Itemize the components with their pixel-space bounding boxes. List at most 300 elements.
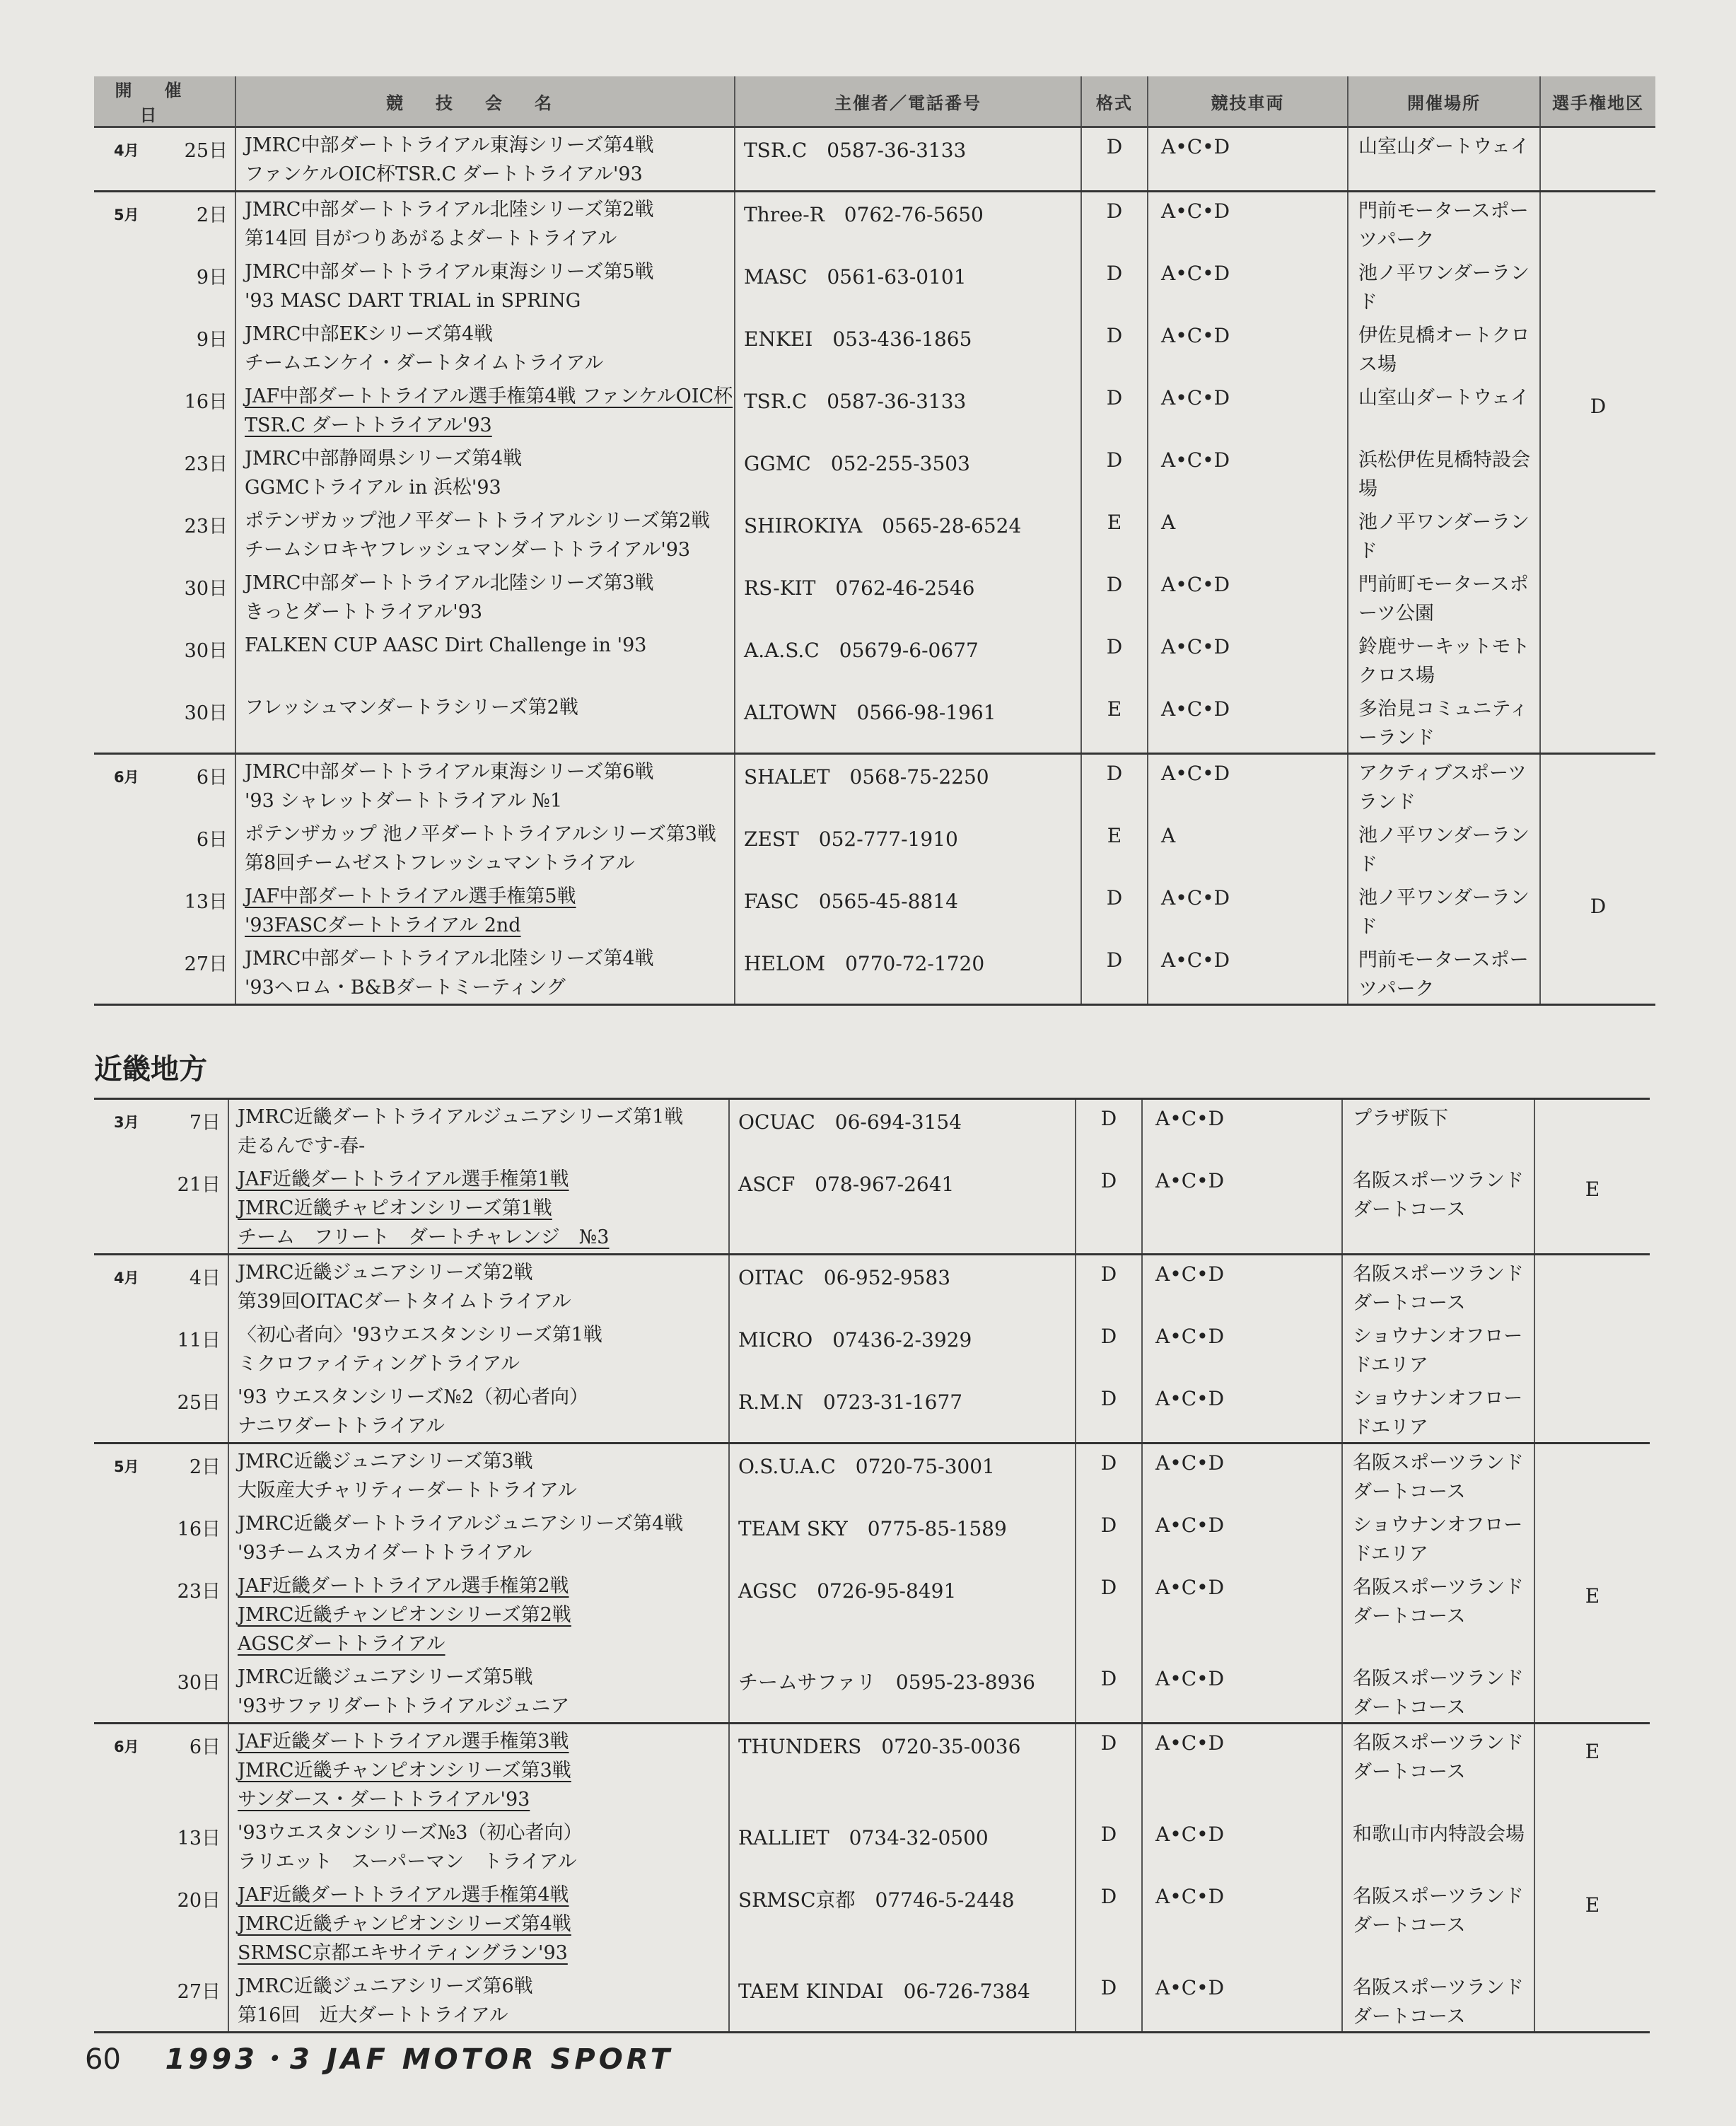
event-name-line: '93チームスカイダートトライアル [238,1542,532,1564]
section-title-kinki: 近畿地方 [94,1053,207,1086]
date-cell [94,1506,228,1569]
event-name-line: きっとダートトライアル'93 [245,601,483,623]
vehicle-cell: A•C•D [1148,941,1348,1005]
event-name-line: '93 MASC DART TRIAL in SPRING [245,290,581,312]
organizer-cell: Three-R 0762-76-5650 [735,192,1081,255]
venue-cell: 鈴鹿サーキットモトクロス場 [1348,628,1540,690]
venue-cell: 浜松伊佐見橋特設会場 [1348,441,1540,504]
organizer-cell: O.S.U.A.C 0720-75-3001 [729,1444,1076,1507]
venue-cell: 池ノ平ワンダーランド [1348,879,1540,941]
event-name-line: ポテンザカップ 池ノ平ダートトライアルシリーズ第3戦 [245,823,716,845]
event-name-cell [235,504,735,566]
format-cell: E [1081,817,1148,879]
date-cell [94,1569,228,1660]
header-date: 開催日 [94,76,235,127]
region-cell [1534,1380,1650,1444]
event-name-line: SRMSC京都エキサイティングラン'93 [238,1942,568,1964]
event-name-cell [235,317,735,379]
day-label: 27日 [177,1981,221,2003]
event-name-line: JMRC中部ダートトライアル東海シリーズ第4戦 [245,134,654,156]
venue-cell: ショウナンオフロードエリア [1342,1318,1534,1380]
event-name-line: JMRC近畿ジュニアシリーズ第5戦 [238,1666,533,1688]
format-cell: D [1076,1162,1142,1255]
region-cell [1540,941,1655,1005]
event-name-cell [228,1099,729,1163]
month-label: 6月 [114,769,139,786]
organizer-cell: OCUAC 06-694-3154 [729,1099,1076,1163]
event-name-line: JMRC近畿ダートトライアルジュニアシリーズ第4戦 [238,1513,684,1535]
table-row [94,1318,1650,1380]
event-name-line: ラリエット スーパーマン トライアル [238,1851,577,1873]
event-name-cell [235,255,735,317]
vehicle-cell: A•C•D [1148,192,1348,255]
day-label: 30日 [184,578,228,600]
table-row [94,1569,1650,1660]
region-cell [1534,1099,1650,1163]
header-venue: 開催場所 [1348,76,1540,127]
event-name-cell [228,1162,729,1255]
date-cell [94,504,235,566]
organizer-cell: ENKEI 053-436-1865 [735,317,1081,379]
format-cell: D [1076,1816,1142,1878]
table-row [94,1380,1650,1444]
event-name-cell [228,1380,729,1444]
event-name-cell [235,754,735,818]
day-label: 11日 [177,1330,221,1352]
day-label: 30日 [177,1672,221,1694]
event-name-line: '93ヘロム・B&Bダートミーティング [245,977,566,999]
event-name-cell [228,1318,729,1380]
format-cell: D [1081,192,1148,255]
event-name-line: チームエンケイ・ダートタイムトライアル [245,352,604,374]
event-name-cell [235,817,735,879]
event-name-line: ミクロファイティングトライアル [238,1353,520,1375]
table-row [94,1099,1650,1163]
date-cell [94,1162,228,1255]
day-label: 23日 [184,516,228,538]
venue-cell: 名阪スポーツランドダートコース [1342,1878,1534,1969]
table-row [94,817,1655,879]
date-cell [94,1255,228,1318]
event-name-line: JMRC中部ダートトライアル東海シリーズ第6戦 [245,761,654,783]
day-label: 25日 [184,140,228,162]
region-cell: D [1590,395,1607,418]
event-name-line: チーム フリート ダートチャレンジ №3 [238,1226,610,1248]
venue-cell: 池ノ平ワンダーランド [1348,817,1540,879]
organizer-cell: THUNDERS 0720-35-0036 [729,1724,1076,1816]
vehicle-cell: A•C•D [1142,1444,1342,1507]
format-cell: D [1076,1444,1142,1507]
vehicle-cell: A [1148,504,1348,566]
region-cell [1540,628,1655,690]
venue-cell: アクティブスポーツランド [1348,754,1540,818]
format-cell: D [1076,1569,1142,1660]
month-label: 5月 [114,207,139,223]
event-name-cell [235,379,735,441]
organizer-cell: HELOM 0770-72-1720 [735,941,1081,1005]
date-cell [94,1878,228,1969]
event-name-line: JAF中部ダートトライアル選手権第4戦 ファンケルOIC杯 [245,385,733,407]
day-label: 7日 [189,1112,221,1134]
vehicle-cell: A•C•D [1148,566,1348,628]
event-name-cell [228,1724,729,1816]
table-row [94,192,1655,255]
event-name-line: TSR.C ダートトライアル'93 [245,414,492,436]
region-cell [1534,1816,1650,1878]
venue-cell: 名阪スポーツランドダートコース [1342,1444,1534,1507]
region-cell [1540,441,1655,504]
region-cell [1534,1444,1650,1507]
event-name-cell [235,441,735,504]
table-row [94,690,1655,754]
vehicle-cell: A•C•D [1142,1255,1342,1318]
day-label: 16日 [184,391,228,413]
event-name-cell [228,1816,729,1878]
date-cell [94,566,235,628]
venue-cell: 名阪スポーツランドダートコース [1342,1255,1534,1318]
format-cell: D [1081,441,1148,504]
table-row [94,628,1655,690]
organizer-cell: チームサファリ 0595-23-8936 [729,1660,1076,1724]
event-name-line: 第8回チームゼストフレッシュマントライアル [245,852,635,874]
region-cell [1540,817,1655,879]
month-label: 6月 [114,1738,139,1755]
day-label: 20日 [177,1890,221,1912]
date-cell [94,1099,228,1163]
table-row [94,941,1655,1005]
vehicle-cell: A•C•D [1148,127,1348,192]
region-cell [1534,1506,1650,1569]
month-label: 4月 [114,142,139,159]
event-name-line: ファンケルOIC杯TSR.C ダートトライアル'93 [245,163,643,185]
format-cell: D [1081,127,1148,192]
vehicle-cell: A•C•D [1148,754,1348,818]
table-row [94,1444,1650,1507]
event-name-line: JMRC中部ダートトライアル北陸シリーズ第3戦 [245,572,654,594]
date-cell [94,1724,228,1816]
event-name-cell [235,879,735,941]
table-row [94,379,1655,441]
month-label: 5月 [114,1458,139,1475]
organizer-cell: GGMC 052-255-3503 [735,441,1081,504]
vehicle-cell: A•C•D [1148,879,1348,941]
region-cell [1534,1255,1650,1318]
date-cell [94,317,235,379]
event-name-cell [228,1969,729,2033]
region-cell [1540,566,1655,628]
day-label: 9日 [196,329,228,351]
event-name-line: JAF近畿ダートトライアル選手権第4戦 [238,1884,569,1906]
vehicle-cell: A•C•D [1142,1569,1342,1660]
event-name-line: '93ウエスタンシリーズ№3（初心者向） [238,1822,583,1844]
date-cell [94,941,235,1005]
table-row [94,317,1655,379]
format-cell: D [1081,317,1148,379]
vehicle-cell: A•C•D [1142,1162,1342,1255]
format-cell: D [1076,1724,1142,1816]
event-name-line: JMRC中部EKシリーズ第4戦 [245,323,494,345]
region-cell [1540,754,1655,818]
format-cell: D [1076,1969,1142,2033]
event-name-cell [228,1255,729,1318]
date-cell [94,1816,228,1878]
day-label: 9日 [196,267,228,289]
venue-cell: 池ノ平ワンダーランド [1348,255,1540,317]
date-cell [94,255,235,317]
organizer-cell: SHIROKIYA 0565-28-6524 [735,504,1081,566]
vehicle-cell: A•C•D [1148,441,1348,504]
event-name-cell [235,127,735,192]
venue-cell: 山室山ダートウェイ [1348,127,1540,192]
kinki-schedule-table [94,1098,1650,2033]
event-name-line: 第39回OITACダートタイムトライアル [238,1291,571,1313]
vehicle-cell: A•C•D [1148,379,1348,441]
venue-cell: 名阪スポーツランドダートコース [1342,1569,1534,1660]
event-name-cell [228,1444,729,1507]
format-cell: D [1081,754,1148,818]
event-name-line: JMRC中部静岡県シリーズ第4戦 [245,448,523,470]
region-cell [1534,1969,1650,2033]
region-cell [1540,317,1655,379]
event-name-line: '93 シャレットダートトライアル №1 [245,790,563,812]
event-name-line: JAF近畿ダートトライアル選手権第1戦 [238,1168,569,1190]
venue-cell: ショウナンオフロードエリア [1342,1380,1534,1444]
event-name-line: 第16回 近大ダートトライアル [238,2004,508,2026]
day-label: 23日 [177,1581,221,1603]
event-name-line: JMRC中部ダートトライアル東海シリーズ第5戦 [245,261,654,283]
date-cell [94,817,235,879]
event-name-line: JMRC近畿ジュニアシリーズ第3戦 [238,1451,533,1472]
chubu-schedule-table [94,76,1655,1006]
event-name-line: JMRC近畿ジュニアシリーズ第2戦 [238,1262,533,1284]
event-name-line: JMRC近畿チャピオンシリーズ第1戦 [238,1197,552,1219]
event-name-line: チームシロキヤフレッシュマンダートトライアル'93 [245,539,691,561]
venue-cell: 伊佐見橋オートクロス場 [1348,317,1540,379]
month-label: 3月 [114,1114,139,1131]
event-name-line: FALKEN CUP AASC Dirt Challenge in '93 [245,634,647,656]
date-cell [94,1380,228,1444]
event-name-cell [235,566,735,628]
format-cell: D [1076,1099,1142,1163]
day-label: 2日 [196,204,228,226]
vehicle-cell: A•C•D [1142,1318,1342,1380]
event-name-line: JMRC近畿ダートトライアルジュニアシリーズ第1戦 [238,1106,684,1128]
event-name-line: フレッシュマンダートラシリーズ第2戦 [245,697,578,719]
organizer-cell: TSR.C 0587-36-3133 [735,379,1081,441]
day-label: 25日 [177,1392,221,1414]
format-cell: D [1076,1506,1142,1569]
venue-cell: 門前モータースポーツパーク [1348,192,1540,255]
event-name-line: JAF近畿ダートトライアル選手権第2戦 [238,1575,569,1597]
event-name-line: JMRC近畿チャンピオンシリーズ第2戦 [238,1604,571,1626]
date-cell [94,441,235,504]
region-cell [1540,690,1655,754]
format-cell: D [1076,1255,1142,1318]
region-cell: E [1585,1178,1600,1201]
event-name-line: JMRC近畿ジュニアシリーズ第6戦 [238,1975,533,1997]
day-label: 16日 [177,1518,221,1540]
vehicle-cell: A•C•D [1142,1878,1342,1969]
format-cell: D [1081,379,1148,441]
day-label: 2日 [189,1456,221,1478]
organizer-cell: SRMSC京都 07746-5-2448 [729,1878,1076,1969]
event-name-cell [235,941,735,1005]
day-label: 30日 [184,640,228,662]
table-row [94,255,1655,317]
date-cell [94,1318,228,1380]
organizer-cell: AGSC 0726-95-8491 [729,1569,1076,1660]
organizer-cell: R.M.N 0723-31-1677 [729,1380,1076,1444]
region-cell [1534,1660,1650,1724]
region-cell: E [1585,1584,1600,1608]
format-cell: D [1081,879,1148,941]
venue-cell: 和歌山市内特設会場 [1342,1816,1534,1878]
table-row [94,1969,1650,2033]
event-name-line: 大阪産大チャリティーダートトライアル [238,1480,577,1501]
format-cell: D [1076,1878,1142,1969]
organizer-cell: FASC 0565-45-8814 [735,879,1081,941]
day-label: 13日 [184,891,228,913]
event-name-cell [235,628,735,690]
format-cell: D [1081,566,1148,628]
day-label: 21日 [177,1174,221,1196]
organizer-cell: MICRO 07436-2-3929 [729,1318,1076,1380]
event-name-cell [228,1878,729,1969]
venue-cell: 多治見コミュニティーランド [1348,690,1540,754]
table-row [94,1660,1650,1724]
organizer-cell: TEAM SKY 0775-85-1589 [729,1506,1076,1569]
event-name-line: '93サファリダートトライアルジュニア [238,1695,570,1717]
organizer-cell: A.A.S.C 05679-6-0677 [735,628,1081,690]
date-cell [94,192,235,255]
day-label: 6日 [196,767,228,789]
format-cell: D [1076,1380,1142,1444]
day-label: 13日 [177,1828,221,1849]
header-event-name: 競技会名 [235,76,735,127]
event-name-line: 走るんです-春- [238,1135,366,1157]
region-cell: D [1590,895,1607,918]
organizer-cell: ZEST 052-777-1910 [735,817,1081,879]
event-name-line: 第14回 目がつりあがるよダートトライアル [245,228,617,250]
header-vehicle: 競技車両 [1148,76,1348,127]
event-name-line: ポテンザカップ池ノ平ダートトライアルシリーズ第2戦 [245,510,711,532]
region-cell [1540,255,1655,317]
day-label: 23日 [184,453,228,475]
organizer-cell: OITAC 06-952-9583 [729,1255,1076,1318]
table-row [94,1506,1650,1569]
vehicle-cell: A•C•D [1142,1816,1342,1878]
day-label: 4日 [189,1267,221,1289]
vehicle-cell: A•C•D [1142,1506,1342,1569]
venue-cell: 名阪スポーツランドダートコース [1342,1724,1534,1816]
month-label: 4月 [114,1270,139,1286]
magazine-title: 1993・3 JAF MOTOR SPORT [165,2043,674,2076]
date-cell [94,127,235,192]
vehicle-cell: A•C•D [1142,1380,1342,1444]
organizer-cell: TAEM KINDAI 06-726-7384 [729,1969,1076,2033]
event-name-line: JMRC中部ダートトライアル北陸シリーズ第2戦 [245,199,654,221]
format-cell: D [1081,628,1148,690]
event-name-line: JMRC中部ダートトライアル北陸シリーズ第4戦 [245,948,654,970]
table-row [94,504,1655,566]
region-cell [1540,192,1655,255]
table-row [94,754,1655,818]
day-label: 6日 [196,829,228,851]
venue-cell: 名阪スポーツランドダートコース [1342,1162,1534,1255]
event-name-cell [235,192,735,255]
event-name-line: GGMCトライアル in 浜松'93 [245,477,501,499]
organizer-cell: MASC 0561-63-0101 [735,255,1081,317]
event-name-cell [228,1506,729,1569]
region-cell [1534,1318,1650,1380]
event-name-line: 〈初心者向〉'93ウエスタンシリーズ第1戦 [238,1324,602,1346]
event-name-cell [228,1660,729,1724]
date-cell [94,628,235,690]
event-name-line: JMRC近畿チャンピオンシリーズ第4戦 [238,1913,571,1935]
table-row [94,441,1655,504]
format-cell: D [1076,1660,1142,1724]
event-name-line: サンダース・ダートトライアル'93 [238,1789,530,1811]
format-cell: E [1081,690,1148,754]
table-row [94,566,1655,628]
event-name-cell [228,1569,729,1660]
venue-cell: 山室山ダートウェイ [1348,379,1540,441]
date-cell [94,879,235,941]
day-label: 27日 [184,953,228,975]
date-cell [94,1444,228,1507]
vehicle-cell: A•C•D [1148,317,1348,379]
region-cell: E [1585,1893,1600,1917]
date-cell [94,379,235,441]
organizer-cell: ALTOWN 0566-98-1961 [735,690,1081,754]
region-cell [1540,504,1655,566]
event-name-line: JMRC近畿チャンピオンシリーズ第3戦 [238,1760,571,1782]
format-cell: D [1076,1318,1142,1380]
organizer-cell: SHALET 0568-75-2250 [735,754,1081,818]
table-row [94,127,1655,192]
table-row [94,1724,1650,1816]
organizer-cell: TSR.C 0587-36-3133 [735,127,1081,192]
event-name-line: JAF近畿ダートトライアル選手権第3戦 [238,1731,569,1753]
event-name-line: ナニワダートトライアル [238,1415,445,1437]
organizer-cell: ASCF 078-967-2641 [729,1162,1076,1255]
event-name-cell [235,690,735,754]
vehicle-cell: A•C•D [1142,1099,1342,1163]
day-label: 6日 [189,1736,221,1758]
organizer-cell: RS-KIT 0762-46-2546 [735,566,1081,628]
table-row [94,1816,1650,1878]
vehicle-cell: A•C•D [1148,628,1348,690]
table-row [94,1878,1650,1969]
header-format: 格式 [1081,76,1148,127]
table-row [94,1162,1650,1255]
venue-cell: ショウナンオフロードエリア [1342,1506,1534,1569]
region-cell: E [1534,1724,1650,1816]
vehicle-cell: A•C•D [1142,1724,1342,1816]
event-name-line: '93FASCダートトライアル 2nd [245,914,521,936]
day-label: 30日 [184,702,228,724]
organizer-cell: RALLIET 0734-32-0500 [729,1816,1076,1878]
region-cell [1540,127,1655,192]
venue-cell: プラザ阪下 [1342,1099,1534,1163]
vehicle-cell: A•C•D [1148,255,1348,317]
venue-cell: 池ノ平ワンダーランド [1348,504,1540,566]
venue-cell: 門前町モータースポーツ公園 [1348,566,1540,628]
venue-cell: 名阪スポーツランドダートコース [1342,1969,1534,2033]
date-cell [94,1660,228,1724]
event-name-line: '93 ウエスタンシリーズ№2（初心者向） [238,1386,589,1408]
table-row [94,879,1655,941]
